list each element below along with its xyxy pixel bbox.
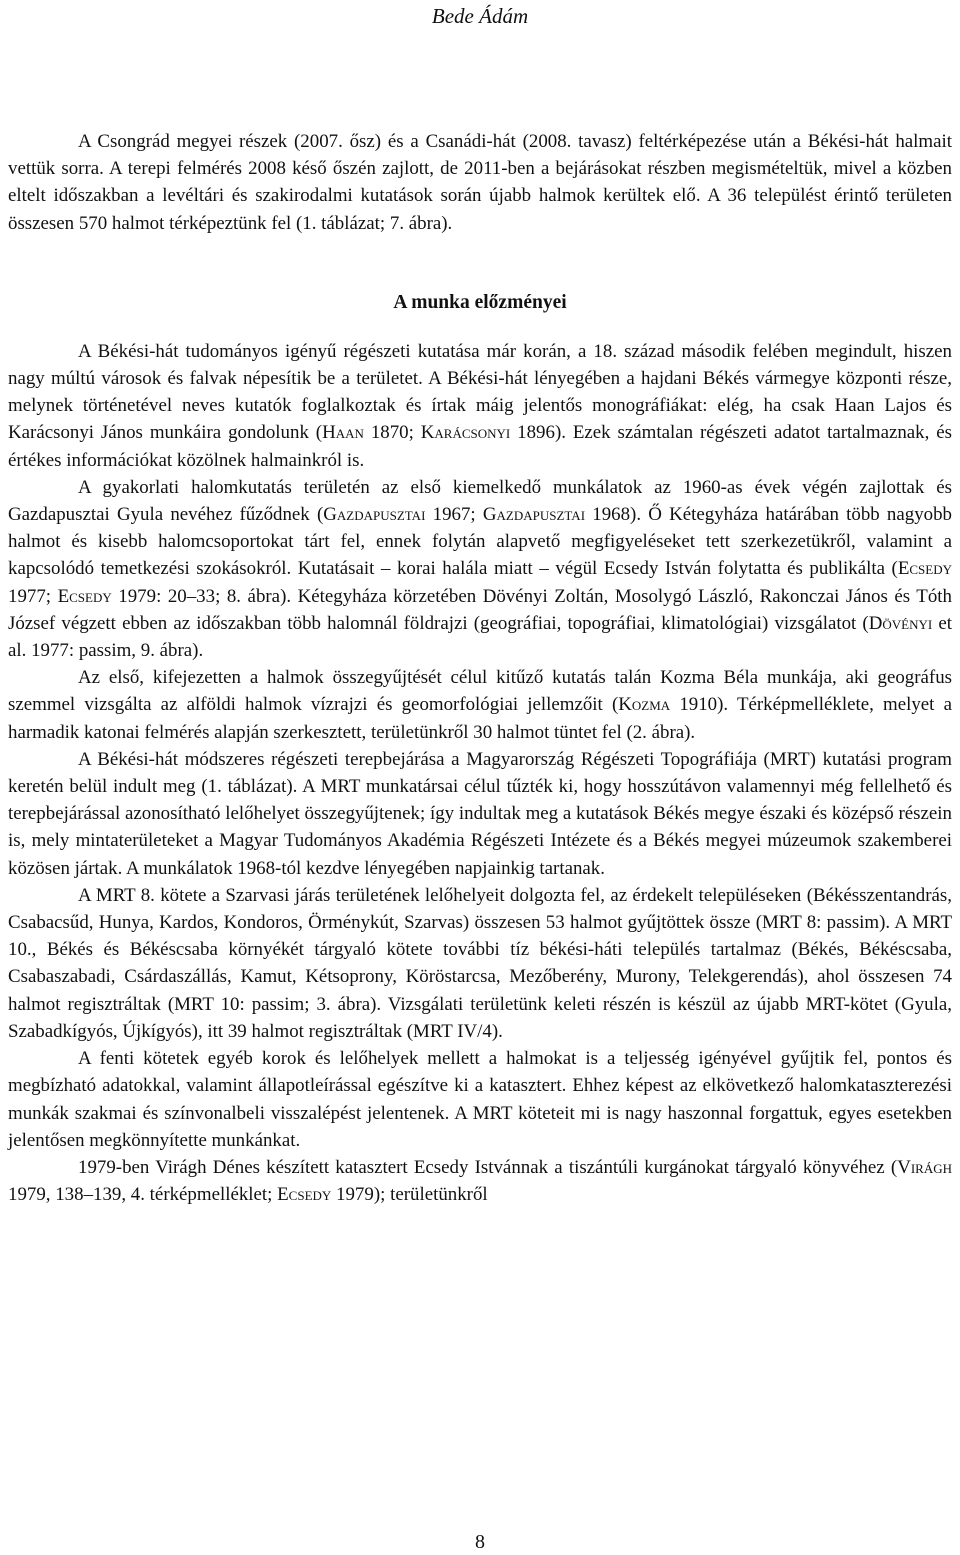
citation-author: Haan <box>322 422 364 444</box>
text-run: A gyakorlati halomkutatás területén az első kiemelkedő munkálatok az 1960-as évek végén zajlottak és Gazdapusztai Gyula nevéhez fűződnek ( <box>8 476 952 526</box>
text-run: 1977; <box>8 585 58 607</box>
citation-author: Karácsonyi <box>420 422 511 444</box>
citation-author: Gazdapusztai <box>482 504 586 526</box>
citation-author: Kozma <box>618 694 671 716</box>
page-number: 8 <box>475 1531 485 1553</box>
body-paragraph-2 <box>8 474 952 664</box>
citation-author: Dövényi <box>868 612 933 634</box>
running-header: Bede Ádám <box>431 4 529 28</box>
citation-author: Gazdapusztai <box>323 504 426 526</box>
text-run: 1979: 20–33; 8. ábra). Kétegyháza körzetében Dövényi Zoltán, Mosolygó László, Rakonczai János és Tóth József végzett ebben az időszakban több halomnál földrajzi (geográfiai, topográfiai, klimatológiai) vizsgálatot ( <box>8 585 952 634</box>
citation-author: Virágh <box>897 1156 952 1178</box>
text-run: A Békési-hát tudományos igényű régészeti kutatása már korán, a 18. század második felében megindult, hiszen nagy múltú városok és falvak népesítik be a területet. A Békési-hát lényegében a hajdani Békés vármegye központi része, melynek történetével neves kutatók foglalkoztak és írtak máig jelentős monográfiákat: elég, ha csak Haan Lajos és Karácsonyi János munkáira gondolunk ( <box>8 340 952 444</box>
body-paragraph-4: A Békési-hát módszeres régészeti terepbejárása a Magyarország Régészeti Topográfiája (MRT) kutatási program keretén belül indult meg (1. táblázat). A MRT munkatársai célul tűzték ki, hogy hosszútávon valamennyi még fellelhető és terepbejárással azonosítható lelőhelyet összegyűjtenek; így indultak meg a kutatások Békés megye északi és középső részein is, mely mintaterületeket a Magyar Tudományos Akadémia Régészeti Intézete és a Békés megyei múzeumok szakemberei közösen jártak. A munkálatok 1968-tól kezdve lényegében napjainkig tartanak. <box>8 748 952 879</box>
intro-paragraph: A Csongrád megyei részek (2007. ősz) és a Csanádi-hát (2008. tavasz) feltérképezése után a Békési-hát halmait vettük sorra. A terepi felmérés 2008 késő őszén zajlott, de 2011-ben a bejárásokat részben megismételtük, mivel a közben eltelt időszakban a levéltári és szakirodalmi kutatások során újabb halmok kerültek elő. A 36 települést érintő területen összesen 570 halmot térképeztünk fel (1. táblázat; 7. ábra). <box>8 131 952 234</box>
text-run: 1896). Ezek számtalan régészeti adatot tartalmaznak, és értékes információkat közölnek halmainkról is. <box>8 422 952 471</box>
text-run: Az első, kifejezetten a halmok összegyűjtését célul kitűző kutatás talán Kozma Béla munkája, aki geográfus szemmel vizsgálta az alföldi halmok vízrajzi és geomorfológiai jellemzőit ( <box>8 667 952 716</box>
page-body <box>8 128 952 1208</box>
body-paragraph-1 <box>8 338 952 474</box>
citation-author: Ecsedy <box>897 558 952 580</box>
body-paragraph-6: A fenti kötetek egyéb korok és lelőhelyek mellett a halmokat is a teljesség igényével gyűjtik fel, pontos és megbízható adatokkal, valamint állapotleírással egészítve ki a katasztert. Ehhez képest az elkövetkező halomkataszterezési munkák szakmai és színvonalbeli visszalépést jelentenek. A MRT köteteit mi is nagy haszonnal forgattuk, egyes esetekben jelentősen megkönnyítette munkánkat. <box>8 1048 952 1151</box>
text-run: 1910). Térképmelléklete, melyet a harmadik katonai felmérés alapján szerkesztett, területünkről 30 halmot tüntet fel (2. ábra). <box>8 694 952 743</box>
text-run: 1870; <box>363 422 421 444</box>
text-run: 1979, 138–139, 4. térképmelléklet; <box>8 1184 278 1206</box>
body-paragraph-3 <box>8 664 952 746</box>
text-run: et al. 1977: passim, 9. ábra). <box>8 612 952 662</box>
citation-author: Ecsedy <box>277 1184 332 1206</box>
body-paragraph-5: A MRT 8. kötete a Szarvasi járás területének lelőhelyeit dolgozta fel, az érdekelt településeken (Békésszentandrás, Csabacsűd, Hunya, Kardos, Kondoros, Örménykút, Szarvas) összesen 53 halmot gyűjtöttek össze (MRT 8: passim). A MRT 10., Békés és Békéscsaba környékét tárgyaló kötete további tíz békési-háti település tartalmaz (Békés, Békéscsaba, Csabaszabadi, Csárdaszállás, Kamut, Kétsoprony, Köröstarcsa, Mezőberény, Murony, Telekgerendás), ahol összesen 74 halmot regisztráltak (MRT 10: passim; 3. ábra). Vizsgálati területünk keleti részén is készül az újabb MRT-kötet (Gyula, Szabadkígyós, Újkígyós), itt 39 halmot regisztráltak (MRT IV/4). <box>8 884 952 1042</box>
section-title: A munka előzményei <box>393 291 567 313</box>
text-run: 1967; <box>425 504 483 526</box>
citation-author: Ecsedy <box>57 585 112 607</box>
text-run: 1979-ben Virágh Dénes készített katasztert Ecsedy Istvánnak a tiszántúli kurgánokat tárgyaló könyvéhez ( <box>78 1156 898 1178</box>
body-paragraph-7 <box>8 1154 952 1208</box>
text-run: 1979); területünkről <box>331 1184 488 1206</box>
text-run: 1968). Ő Kétegyháza határában több nagyobb halmot és kisebb halomcsoportokat tárt fel, ennek folytán alapvető megfigyeléseket tett szerkezetükről, valamint a kapcsolódó temetkezési szokásokról. Kutatásait – korai halála miatt – végül Ecsedy István folytatta és publikálta ( <box>8 504 952 580</box>
